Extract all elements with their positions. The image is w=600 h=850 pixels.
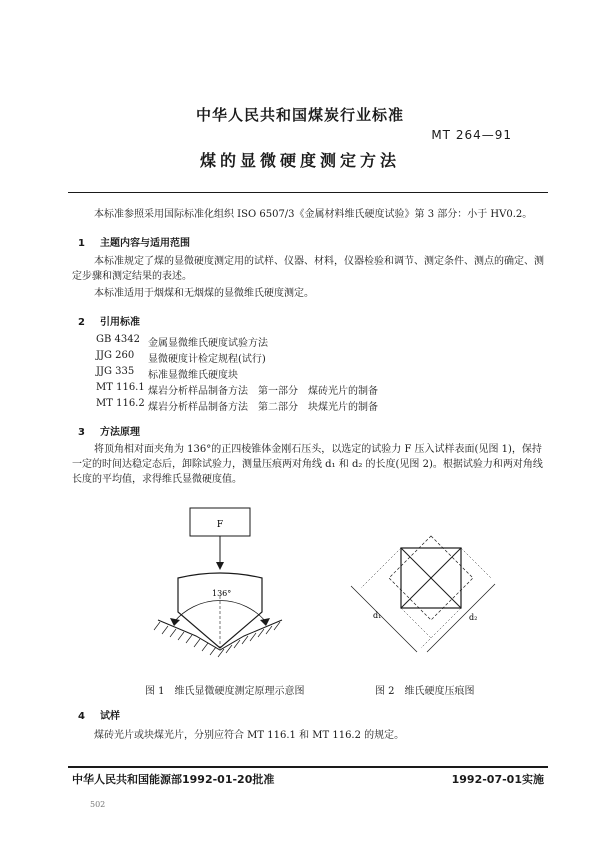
reference-code: JJG 260 [96, 350, 135, 361]
section-number: 4 [78, 711, 85, 722]
approval-note: 中华人民共和国能源部1992-01-20批准 [72, 773, 275, 786]
reference-code: JJG 335 [96, 366, 135, 377]
section-title: 试样 [100, 711, 120, 722]
section-number: 2 [78, 317, 85, 328]
reference-name: 煤岩分析样品制备方法 第一部分 煤砖光片的制备 [148, 386, 378, 397]
section-title: 方法原理 [100, 427, 140, 438]
reference-name: 金属显微维氏硬度试验方法 [148, 338, 268, 349]
section-title: 主题内容与适用范围 [100, 238, 190, 249]
section-1-paragraph-1: 本标准规定了煤的显微硬度测定用的试样、仪器、材料，仪器检验和调节、测定条件、测点的确定、测定步骤和测定结果的表述。 [72, 256, 544, 282]
angle-label: 136° [212, 589, 232, 598]
intro-paragraph: 本标准参照采用国际标准化组织 ISO 6507/3《金属材料维氏硬度试验》第 3 部分：小于 HV0.2。 [94, 209, 533, 220]
document-title: 煤的显微硬度测定方法 [199, 151, 400, 170]
standard-code: MT 264—91 [431, 128, 512, 142]
reference-code: MT 116.1 [96, 382, 145, 393]
reference-item [96, 350, 266, 365]
section-4-heading [78, 707, 120, 722]
figure-1-indenter-diagram [150, 500, 300, 672]
reference-name: 标准显微维氏硬度块 [148, 370, 238, 381]
section-4-paragraph: 煤砖光片或块煤光片，分别应符合 MT 116.1 和 MT 116.2 的规定。 [94, 730, 405, 741]
arc-arrow-left [170, 618, 180, 626]
effective-date: 1992-07-01实施 [451, 773, 544, 786]
reference-item [96, 398, 378, 413]
section-number: 3 [78, 427, 85, 438]
reference-item [96, 366, 238, 381]
section-3-heading [78, 423, 140, 438]
section-1-paragraph-2: 本标准适用于烟煤和无烟煤的显微维氏硬度测定。 [94, 288, 314, 299]
footer-rule [68, 766, 548, 768]
arc-arrow-right [260, 618, 270, 626]
reference-code: MT 116.2 [96, 398, 145, 409]
reference-name: 显微硬度计检定规程(试行) [148, 354, 266, 365]
figure-1-caption: 图 1 维氏显微硬度测定原理示意图 [145, 686, 305, 697]
d1-label: d₁ [373, 611, 382, 620]
section-title: 引用标准 [100, 317, 140, 328]
reference-item [96, 334, 268, 349]
extension-line [421, 608, 461, 648]
reference-item [96, 382, 378, 397]
figure-2-caption: 图 2 维氏硬度压痕图 [375, 686, 475, 697]
force-label: F [216, 520, 224, 530]
header-rule [68, 192, 548, 193]
section-number: 1 [78, 238, 85, 249]
issuing-organization: 中华人民共和国煤炭行业标准 [195, 106, 404, 124]
reference-code: GB 4342 [96, 334, 140, 345]
d2-label: d₂ [469, 613, 478, 622]
extension-line [461, 548, 491, 578]
figure-2-indentation-diagram [345, 528, 505, 673]
reference-name: 煤岩分析样品制备方法 第二部分 块煤光片的制备 [148, 402, 378, 413]
force-arrow-head [216, 562, 224, 570]
section-1-heading [78, 234, 190, 249]
page-number: 502 [90, 800, 106, 809]
extension-line [361, 548, 401, 588]
section-3-paragraph: 将顶角相对面夹角为 136°的正四棱锥体金刚石压头，以选定的试验力 F 压入试样表面(见图 1)，保持一定的时间达稳定态后，卸除试验力，测量压痕两对角线 d₁ 和 d₂ 的长度(见图 2)。根据试验力和两对角线长度的平均值，求得维氏显微硬度值。 [72, 444, 543, 485]
section-2-heading [78, 313, 140, 328]
extension-line [401, 608, 431, 638]
